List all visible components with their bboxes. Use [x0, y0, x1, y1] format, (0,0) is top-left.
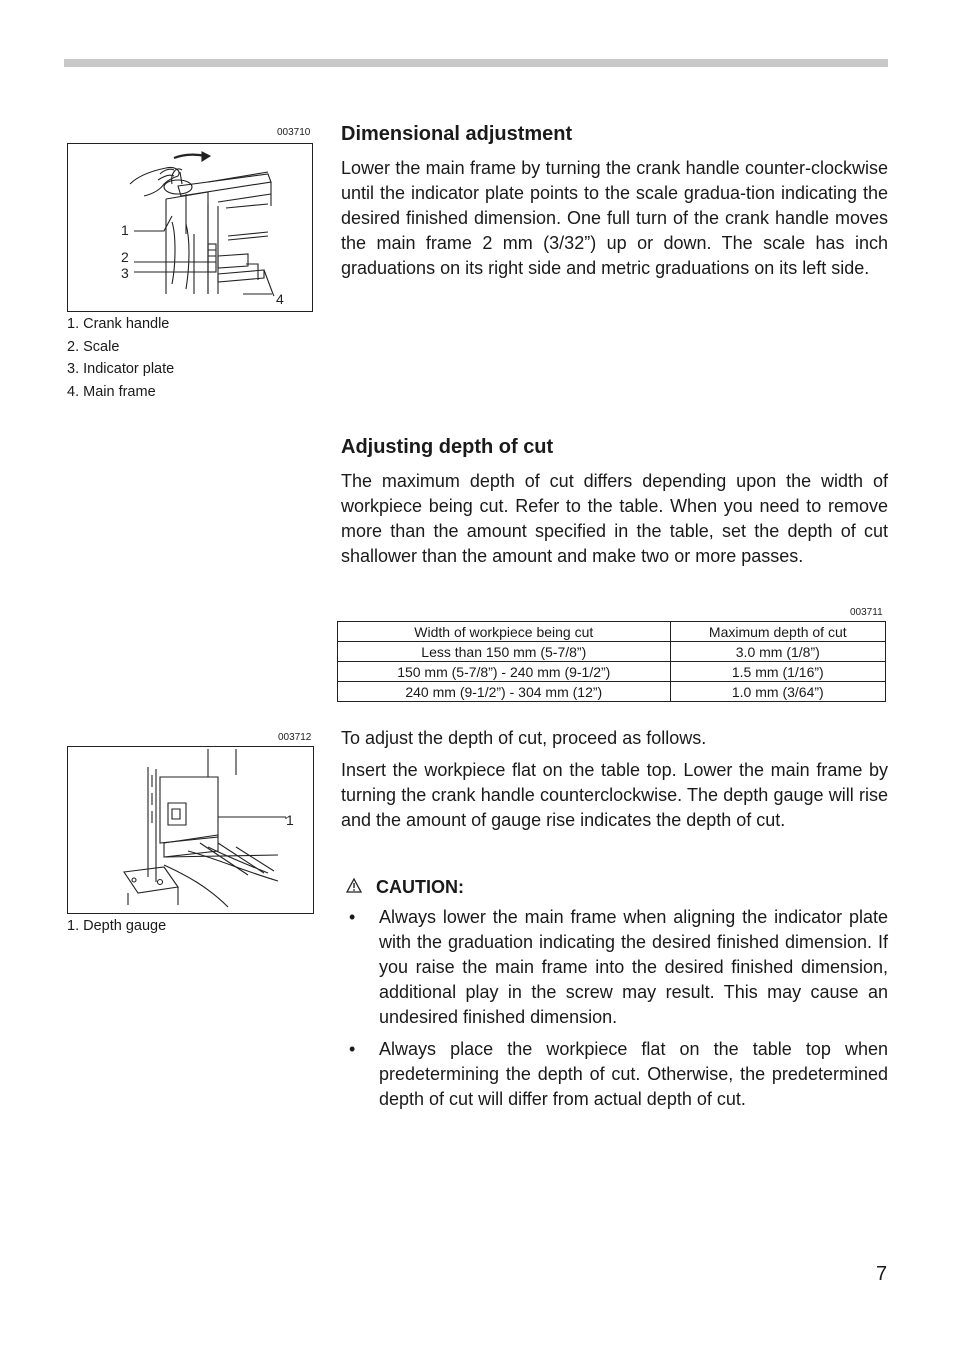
- table-cell: 3.0 mm (1/8”): [670, 642, 885, 662]
- table-cell: 1.5 mm (1/16”): [670, 662, 885, 682]
- table-cell: 150 mm (5-7/8”) - 240 mm (9-1/2”): [338, 662, 671, 682]
- depth-gauge-illustration: [68, 747, 312, 912]
- caution-heading: [346, 877, 464, 898]
- header-rule: [64, 59, 888, 67]
- depth-gauge-figure: [67, 746, 314, 914]
- list-item: • Always lower the main frame when aligning the indicator plate with the graduation indicating the desired finished dimension. If you raise the main frame into the desired finished dimension, additional play in the screw may result. This may cause an undesired finished dimension.: [349, 907, 888, 1027]
- procedure-intro: To adjust the depth of cut, proceed as follows.: [341, 728, 707, 748]
- table-row: [338, 662, 886, 682]
- list-item-text: Always lower the main frame when aligning the indicator plate with the graduation indicating the desired finished dimension. If you raise the main frame into the desired finished dimension, additional play in the screw may result. This may cause an undesired finished dimension.: [379, 907, 888, 1027]
- table-cell: 240 mm (9-1/2”) - 304 mm (12”): [338, 682, 671, 702]
- depth-of-cut-table: [337, 621, 886, 702]
- figure2-legend: [67, 915, 166, 938]
- callout-3: 3: [121, 265, 129, 281]
- section-body: The maximum depth of cut differs depending upon the width of workpiece being cut. Refer to the table. When you need to remove more than the amount specified in the table, set the depth of cut shallower than the amount and make two or more passes.: [341, 471, 888, 566]
- crank-handle-figure: [67, 143, 313, 312]
- callout-1: 1: [286, 812, 294, 828]
- section-heading: Adjusting depth of cut: [341, 436, 554, 458]
- figure1-legend: [67, 313, 174, 404]
- section-heading: Dimensional adjustment: [341, 123, 573, 145]
- table-code: 003711: [850, 607, 883, 618]
- section-body: Lower the main frame by turning the crank handle counter-clockwise until the indicator plate points to the scale gradua-tion indicating the desired finished dimension. One full turn of the crank handle moves the main frame 2 mm (3/32”) up or down. The scale has inch graduations on its right side and metric graduations on its left side.: [341, 158, 888, 278]
- legend-item: 4. Main frame: [67, 384, 156, 401]
- warning-triangle-icon: [346, 877, 364, 898]
- planer-crank-illustration: [68, 144, 311, 310]
- list-item: • Always place the workpiece flat on the table top when predetermining the depth of cut. Otherwise, the predetermined depth of cut will differ from actual depth of cut.: [349, 1039, 888, 1109]
- table-header-row: [338, 622, 886, 642]
- caution-list: [341, 905, 888, 1119]
- table-row: [338, 642, 886, 662]
- table-cell: 1.0 mm (3/64”): [670, 682, 885, 702]
- legend-item: 1. Depth gauge: [67, 918, 167, 934]
- legend-item: 3. Indicator plate: [67, 361, 175, 378]
- callout-1: 1: [121, 222, 129, 238]
- callout-4: 4: [276, 291, 284, 307]
- procedure-body: Insert the workpiece flat on the table top. Lower the main frame by turning the crank handle counterclockwise. The depth gauge will rise and the amount of gauge rise indicates the depth of cut.: [341, 760, 888, 830]
- legend-item: 2. Scale: [67, 338, 120, 355]
- list-item-text: Always place the workpiece flat on the table top when predetermining the depth of cut. Otherwise, the predetermined depth of cut will differ from actual depth of cut.: [379, 1039, 888, 1109]
- figure-code: 003712: [278, 732, 312, 743]
- callout-2: 2: [121, 249, 129, 265]
- legend-item: 1. Crank handle: [67, 316, 170, 332]
- table-header-cell: Width of workpiece being cut: [338, 622, 671, 642]
- page-number: 7: [876, 1263, 888, 1285]
- table-cell: Less than 150 mm (5-7/8”): [338, 642, 671, 662]
- figure-code: 003710: [277, 127, 311, 138]
- caution-label: CAUTION:: [376, 877, 464, 897]
- table-header-cell: Maximum depth of cut: [670, 622, 885, 642]
- table-row: [338, 682, 886, 702]
